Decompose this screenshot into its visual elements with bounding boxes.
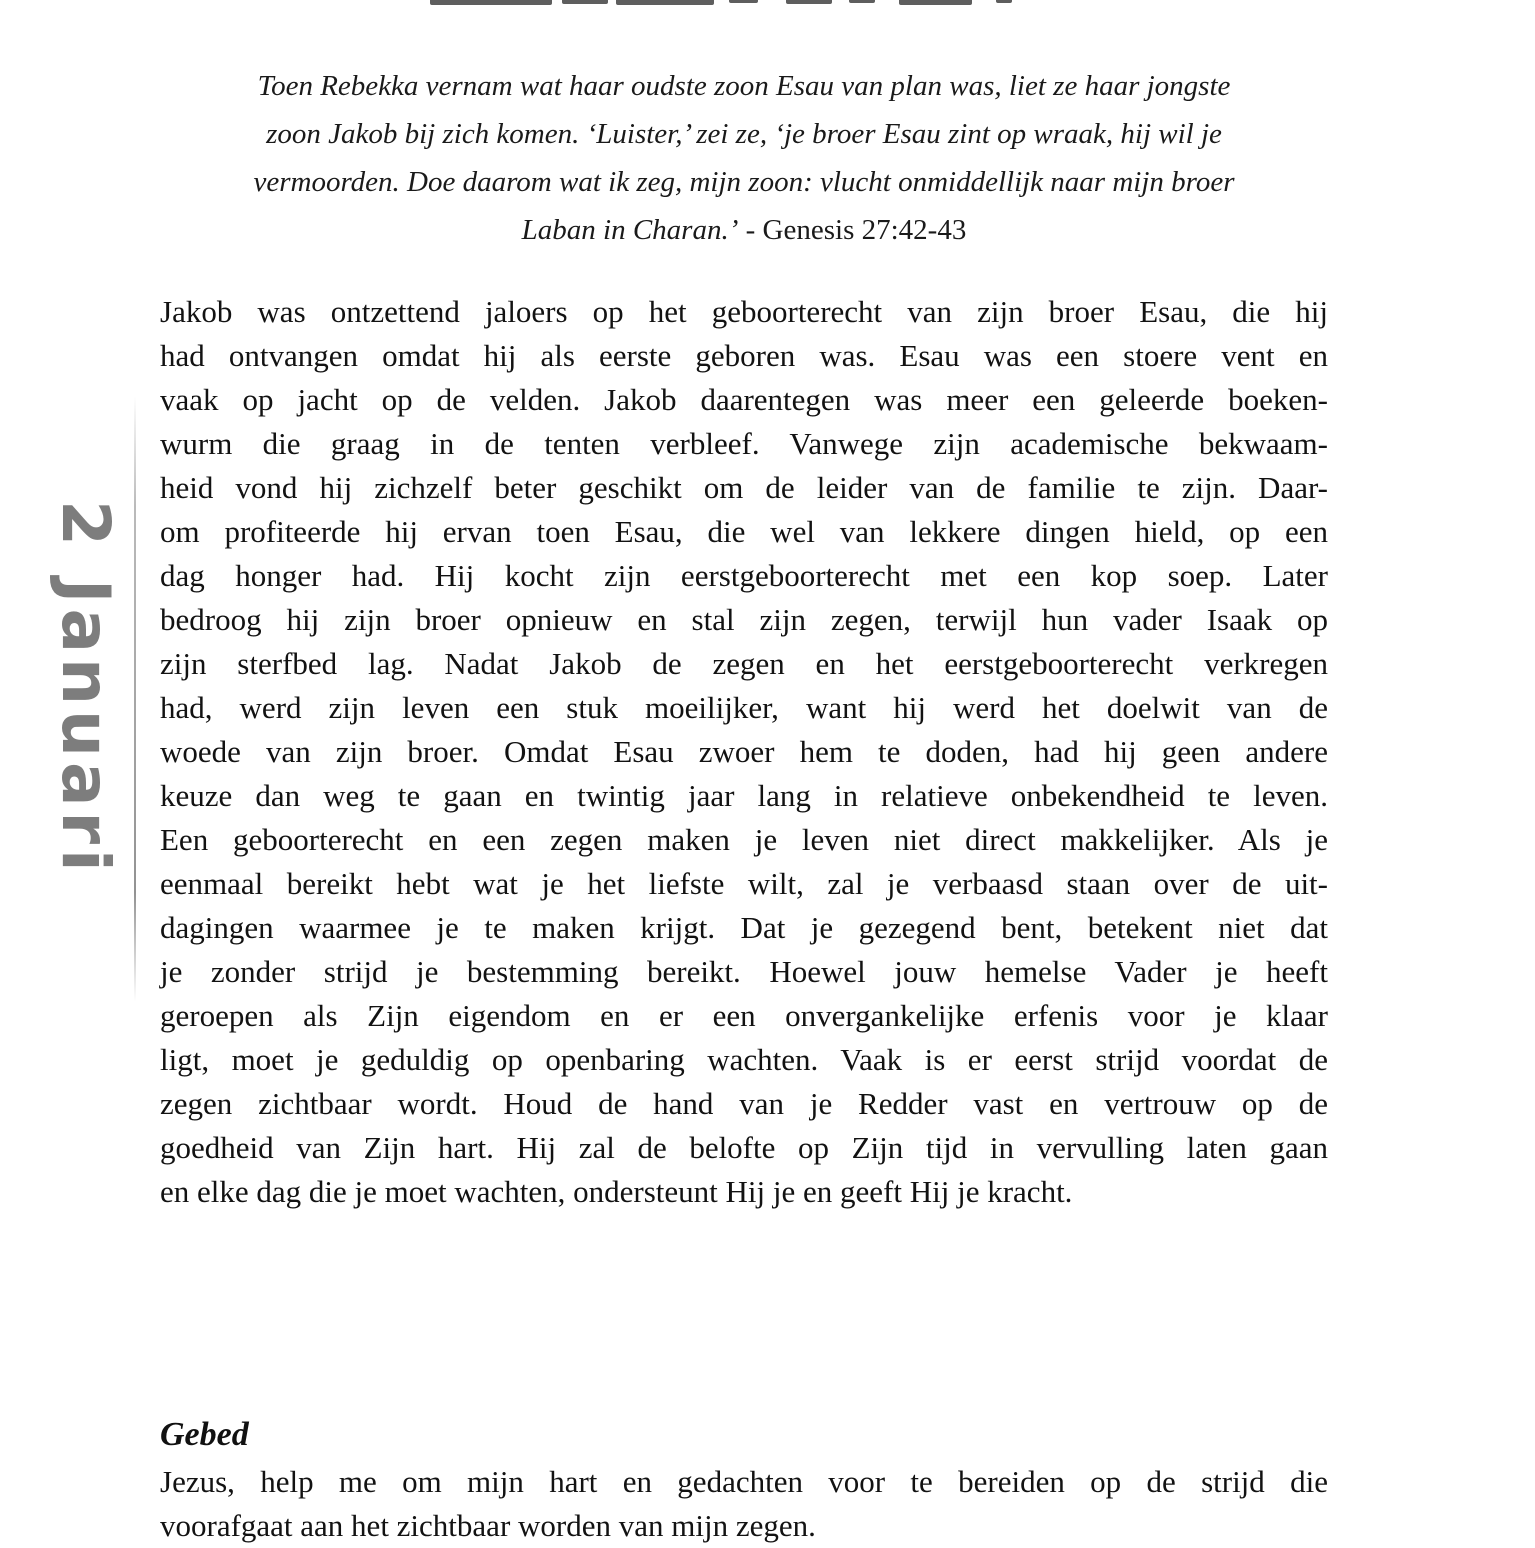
- body-line: had ontvangen omdat hij als eerste geboren was. Esau was een stoere vent en: [160, 338, 1328, 373]
- body-line: had, werd zijn leven een stuk moeilijker, want hij werd het doelwit van de: [160, 690, 1328, 725]
- body-line: keuze dan weg te gaan en twintig jaar lang in relatieve onbekendheid te leven.: [160, 778, 1328, 813]
- body-line: woede van zijn broer. Omdat Esau zwoer hem te doden, had hij geen andere: [160, 734, 1328, 769]
- body-line: je zonder strijd je bestemming bereikt. Hoewel jouw hemelse Vader je heeft: [160, 954, 1328, 989]
- cropped-title-fragment: [616, 0, 714, 5]
- body-line: eenmaal bereikt hebt wat je het liefste wilt, zal je verbaasd staan over de uit-: [160, 866, 1328, 901]
- body-line: en elke dag die je moet wachten, ondersteunt Hij je en geeft Hij je kracht.: [160, 1174, 1073, 1209]
- body-line: Een geboorterecht en een zegen maken je leven niet direct makkelijker. Als je: [160, 822, 1328, 857]
- verse-line: zoon Jakob bij zich komen. ‘Luister,’ zei ze, ‘je broer Esau zint op wraak, hij wil je: [266, 118, 1222, 150]
- body-line: dag honger had. Hij kocht zijn eerstgeboorterecht met een kop soep. Later: [160, 558, 1328, 593]
- verse-line: Toen Rebekka vernam wat haar oudste zoon Esau van plan was, liet ze haar jongste: [257, 70, 1231, 102]
- prayer-line: voorafgaat aan het zichtbaar worden van mijn zegen.: [160, 1508, 816, 1543]
- body-line: geroepen als Zijn eigendom en er een onvergankelijke erfenis voor je klaar: [160, 998, 1328, 1033]
- body-line: ligt, moet je geduldig op openbaring wachten. Vaak is er eerst strijd voordat de: [160, 1042, 1328, 1077]
- cropped-title-fragment: [786, 0, 832, 4]
- vertical-divider-line: [134, 396, 136, 1002]
- body-line: goedheid van Zijn hart. Hij zal de belofte op Zijn tijd in vervulling laten gaan: [160, 1130, 1328, 1165]
- cropped-title: [0, 0, 1535, 8]
- body-line: heid vond hij zichzelf beter geschikt om de leider van de familie te zijn. Daar-: [160, 470, 1328, 505]
- body-line: om profiteerde hij ervan toen Esau, die wel van lekkere dingen hield, op een: [160, 514, 1328, 549]
- cropped-title-fragment: [729, 0, 758, 3]
- prayer-line: Jezus, help me om mijn hart en gedachten voor te bereiden op de strijd die: [160, 1464, 1328, 1499]
- body-line: Jakob was ontzettend jaloers op het geboorterecht van zijn broer Esau, die hij: [160, 294, 1328, 329]
- verse-reference-line: [160, 206, 1328, 254]
- prayer-section: [160, 1412, 1328, 1548]
- cropped-title-fragment: [849, 0, 875, 3]
- prayer-heading: Gebed: [160, 1416, 249, 1453]
- body-line: dagingen waarmee je te maken krijgt. Dat je gezegend bent, betekent niet dat: [160, 910, 1328, 945]
- body-line: wurm die graag in de tenten verbleef. Vanwege zijn academische bekwaam-: [160, 426, 1328, 461]
- cropped-title-fragment: [899, 0, 972, 5]
- date-sidebar-label: 2 Januari: [47, 500, 124, 877]
- cropped-title-fragment: [430, 0, 552, 5]
- body-line: zegen zichtbaar wordt. Houd de hand van je Redder vast en vertrouw op de: [160, 1086, 1328, 1121]
- devotional-body: [160, 290, 1328, 1214]
- bible-verse-quote: [160, 62, 1328, 254]
- cropped-title-fragment: [562, 0, 608, 4]
- verse-line: vermoorden. Doe daarom wat ik zeg, mijn zoon: vlucht onmiddellijk naar mijn broer: [253, 166, 1235, 198]
- body-line: vaak op jacht op de velden. Jakob daarentegen was meer een geleerde boeken-: [160, 382, 1328, 417]
- body-line: zijn sterfbed lag. Nadat Jakob de zegen en het eerstgeboorterecht verkregen: [160, 646, 1328, 681]
- verse-closing: Laban in Charan.’: [521, 214, 739, 246]
- verse-reference: - Genesis 27:42-43: [738, 214, 967, 246]
- body-line: bedroog hij zijn broer opnieuw en stal zijn zegen, terwijl hun vader Isaak op: [160, 602, 1328, 637]
- cropped-title-fragment: [996, 0, 1012, 3]
